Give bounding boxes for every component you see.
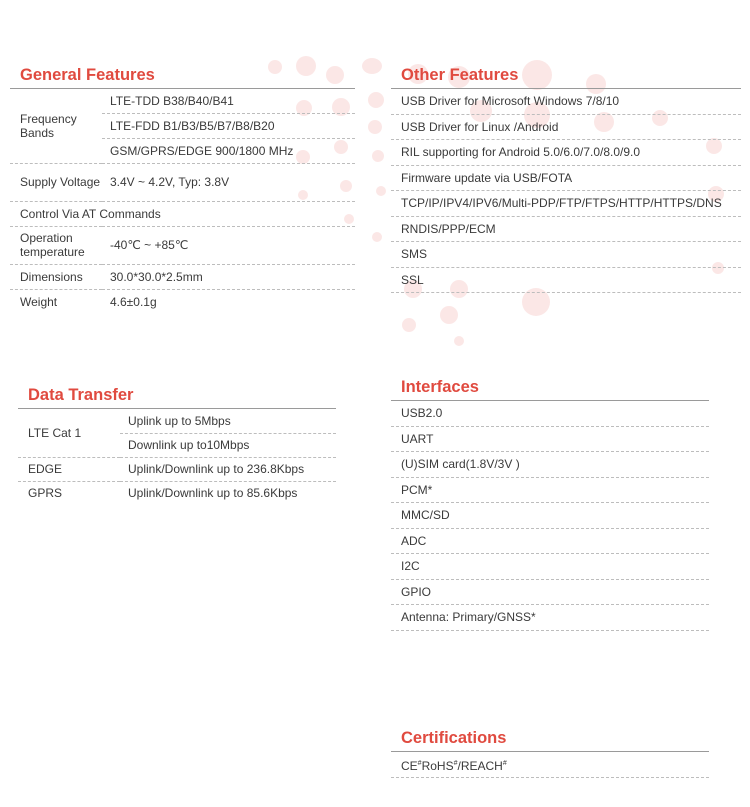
weight-label: Weight [20,294,58,309]
edge-value: Uplink/Downlink up to 236.8Kbps [120,457,336,481]
gprs-value: Uplink/Downlink up to 85.6Kbps [128,486,298,501]
interface-item: I2C [391,554,709,580]
interface-item: Antenna: Primary/GNSS* [391,605,709,631]
interface-item: ADC [391,529,709,555]
other-feature-item: Firmware update via USB/FOTA [391,166,741,192]
lte-uplink-value: Uplink up to 5Mbps [120,409,336,433]
other-feature-item: RIL supporting for Android 5.0/6.0/7.0/8.0/9.0 [391,140,741,166]
cert-ce: CE [401,759,418,773]
edge-label: EDGE [18,457,120,481]
interface-item: UART [391,427,709,453]
weight-value: 4.6±0.1g [110,294,157,309]
general-features-section [10,62,355,314]
cert-reach: /REACH [457,759,503,773]
other-feature-item: USB Driver for Microsoft Windows 7/8/10 [391,89,741,115]
interface-item: USB2.0 [391,401,709,427]
certifications-title: Certifications [391,725,709,752]
frequency-band-gsm: GSM/GPRS/EDGE 900/1800 MHz [102,138,355,163]
other-feature-item: RNDIS/PPP/ECM [391,217,741,243]
gprs-label: GPRS [28,486,63,501]
lte-downlink-value: Downlink up to10Mbps [120,433,336,457]
other-features-title: Other Features [391,62,741,89]
general-features-table [10,89,355,314]
supply-voltage-value: 3.4V ~ 4.2V, Typ: 3.8V [102,163,355,201]
cert-ce-mark: # [417,760,422,767]
other-features-section [391,62,741,293]
interfaces-section [391,374,709,631]
cert-reach-mark: # [502,760,507,767]
frequency-band-lte-tdd: LTE-TDD B38/B40/B41 [102,89,355,113]
general-features-title: General Features [10,62,355,89]
control-at-commands: Control Via AT Commands [10,201,355,226]
interface-item: (U)SIM card(1.8V/3V ) [391,452,709,478]
operation-temperature-label: Operation temperature [10,226,102,264]
lte-cat1-label: LTE Cat 1 [18,409,120,457]
dimensions-label: Dimensions [10,264,102,289]
other-feature-item: SSL [391,268,741,294]
cert-rohs: RoHS [421,759,454,773]
frequency-band-lte-fdd: LTE-FDD B1/B3/B5/B7/B8/B20 [102,113,355,138]
data-transfer-table [18,409,336,505]
interfaces-title: Interfaces [391,374,709,401]
interface-item: MMC/SD [391,503,709,529]
interface-item: PCM* [391,478,709,504]
data-transfer-title: Data Transfer [18,382,336,409]
other-feature-item: USB Driver for Linux /Android [391,115,741,141]
data-transfer-section [18,382,336,505]
dimensions-value: 30.0*30.0*2.5mm [102,264,355,289]
operation-temperature-value: -40℃ ~ +85℃ [102,226,355,264]
cert-rohs-mark: # [453,760,458,767]
other-feature-item: TCP/IP/IPV4/IPV6/Multi-PDP/FTP/FTPS/HTTP/HTTPS/DNS [391,191,741,217]
certifications-section [391,725,709,778]
frequency-bands-label: Frequency Bands [10,89,102,163]
other-feature-item: SMS [391,242,741,268]
interface-item: GPIO [391,580,709,606]
certifications-list [391,752,709,778]
supply-voltage-label: Supply Voltage [10,163,102,201]
